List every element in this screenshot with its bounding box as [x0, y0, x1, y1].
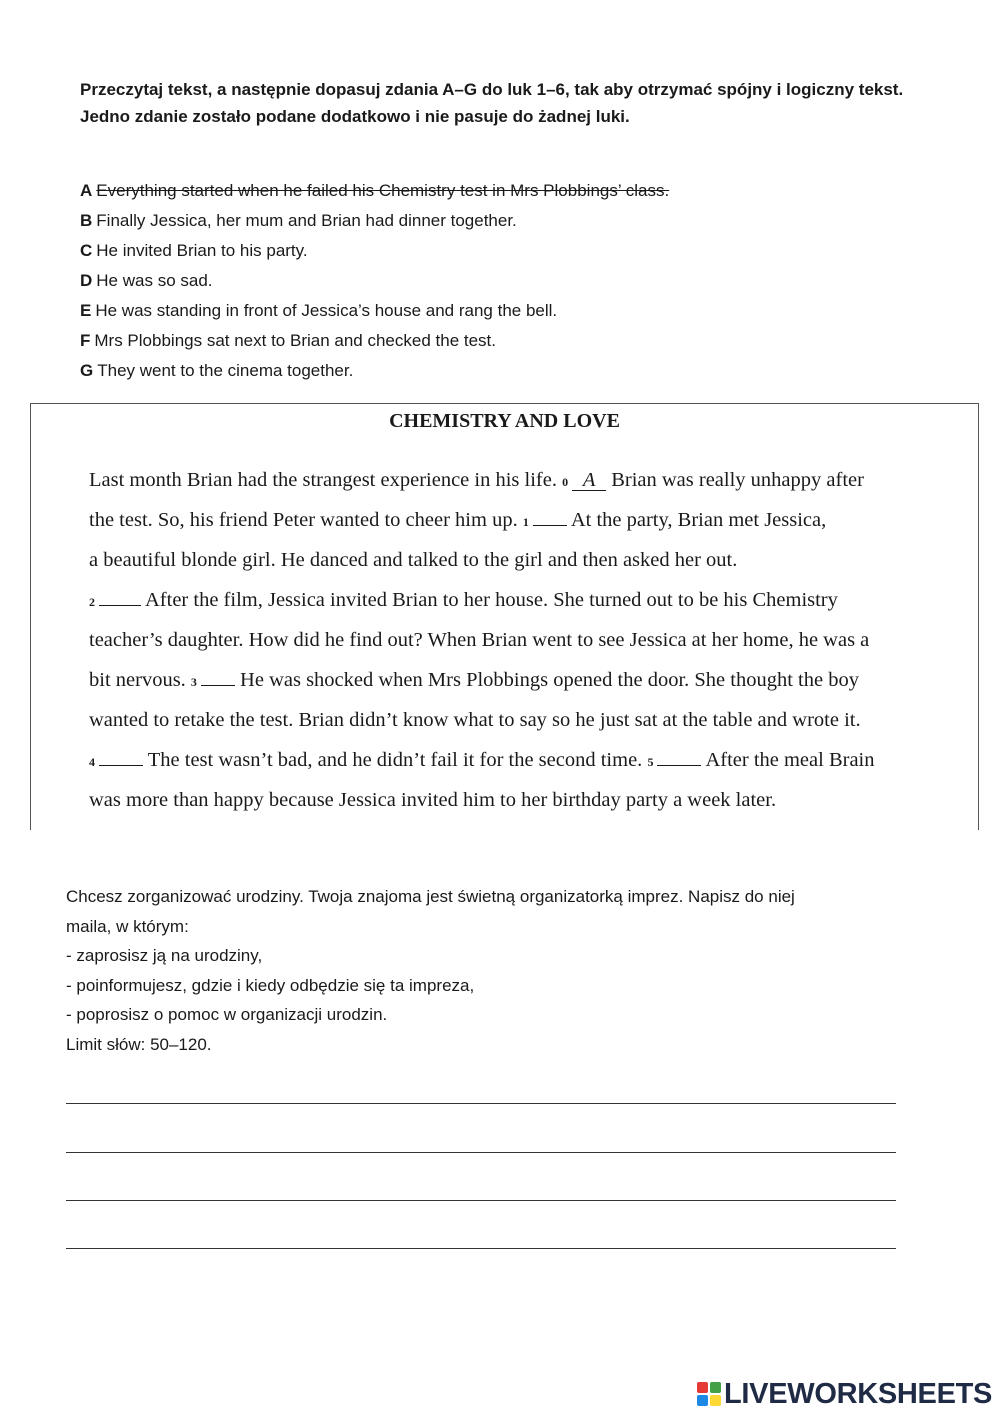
story-fragment: a beautiful blonde girl. He danced and talked to the girl and then asked her out.: [89, 549, 738, 571]
task-bullet: - zaprosisz ją na urodziny,: [66, 946, 263, 965]
option-f: [80, 326, 940, 356]
option-letter: A: [80, 181, 93, 200]
gap-2-blank[interactable]: [99, 585, 141, 606]
gap-number: 3: [190, 675, 197, 689]
story-fragment: Last month Brian had the strangest experience in his life.: [89, 469, 557, 491]
option-letter: C: [80, 241, 93, 260]
logo-text: LIVEWORKSHEETS: [724, 1377, 993, 1410]
answer-line[interactable]: [66, 1103, 896, 1104]
story-fragment: Brian was really unhappy after: [611, 469, 864, 491]
writing-task: [66, 882, 916, 1059]
option-a: [80, 176, 940, 206]
option-letter: E: [80, 301, 92, 320]
story-fragment: bit nervous.: [89, 669, 186, 691]
option-b: [80, 206, 940, 236]
task-bullet: - poprosisz o pomoc w organizacji urodzin.: [66, 1005, 388, 1024]
option-text: He was so sad.: [96, 271, 213, 290]
story-title: CHEMISTRY AND LOVE: [389, 410, 620, 432]
gap-4-blank[interactable]: [99, 745, 143, 766]
gap-number: 1: [522, 515, 529, 529]
option-letter: G: [80, 361, 94, 380]
story-fragment: The test wasn’t bad, and he didn’t fail it for the second time.: [147, 749, 643, 771]
gap-1-blank[interactable]: [533, 505, 567, 526]
story-fragment: After the meal Brain: [705, 749, 875, 771]
option-letter: B: [80, 211, 93, 230]
logo-square: [710, 1382, 721, 1393]
task-bullet: - poinformujesz, gdzie i kiedy odbędzie się ta impreza,: [66, 975, 475, 995]
option-e: [80, 296, 940, 326]
logo-square: [710, 1395, 721, 1406]
story-line: [89, 580, 959, 620]
gap-3-blank[interactable]: [201, 665, 235, 686]
option-c: [80, 236, 940, 266]
option-g: [80, 356, 940, 386]
option-text: He was standing in front of Jessica’s house and rang the bell.: [95, 301, 558, 320]
option-text: He invited Brian to his party.: [96, 241, 308, 260]
option-text: Mrs Plobbings sat next to Brian and checked the test.: [94, 331, 496, 350]
option-text: Everything started when he failed his Chemistry test in Mrs Plobbings’ class.: [96, 181, 670, 200]
logo-square: [697, 1382, 708, 1393]
story-line: [89, 780, 959, 820]
story-fragment: the test. So, his friend Peter wanted to cheer him up.: [89, 509, 518, 531]
story-box: [30, 403, 979, 830]
task-text: Chcesz zorganizować urodziny. Twoja znajoma jest świetną organizatorką imprez. Napisz do niej: [66, 887, 795, 906]
story-line: [89, 460, 959, 500]
option-d: [80, 266, 940, 296]
liveworksheets-logo: [697, 1375, 992, 1413]
story-line: [89, 740, 959, 780]
gap-number: 5: [647, 755, 654, 769]
answer-line[interactable]: [66, 1200, 896, 1201]
option-text: Finally Jessica, her mum and Brian had dinner together.: [96, 211, 517, 230]
gap-number: 0: [562, 475, 569, 489]
answer-line[interactable]: [66, 1248, 896, 1249]
task-text: maila, w którym:: [66, 916, 189, 936]
story-fragment: At the party, Brian met Jessica,: [570, 509, 827, 531]
gap-5-blank[interactable]: [657, 745, 701, 766]
story-line: [89, 500, 959, 540]
option-letter: F: [80, 331, 91, 350]
story-line: [89, 540, 959, 580]
story-fragment: teacher’s daughter. How did he find out? When Brian went to see Jessica at her home, he was a: [89, 629, 870, 651]
answer-options: [80, 176, 940, 386]
story-fragment: He was shocked when Mrs Plobbings opened the door. She thought the boy: [240, 669, 859, 691]
option-text: They went to the cinema together.: [97, 361, 354, 380]
story-line: [89, 620, 959, 660]
word-limit: Limit słów: 50–120.: [66, 1034, 212, 1054]
story-fragment: After the film, Jessica invited Brian to her house. She turned out to be his Chemistry: [145, 589, 838, 611]
answer-line[interactable]: [66, 1152, 896, 1153]
story-text: [89, 460, 959, 820]
logo-mark-icon: [697, 1382, 721, 1406]
logo-square: [697, 1395, 708, 1406]
gap-number: 4: [89, 755, 95, 769]
instructions: Przeczytaj tekst, a następnie dopasuj zdania A–G do luk 1–6, tak aby otrzymać spójny i logiczny tekst. Jedno zdanie zostało podane dodatkowo i nie pasuje do żadnej luki.: [80, 80, 904, 126]
option-letter: D: [80, 271, 93, 290]
story-fragment: was more than happy because Jessica invited him to her birthday party a week later.: [89, 789, 777, 811]
gap-number: 2: [89, 595, 95, 609]
story-line: [89, 660, 959, 700]
story-fragment: wanted to retake the test. Brian didn’t know what to say so he just sat at the table and wrote it.: [89, 709, 861, 731]
story-line: [89, 700, 959, 740]
gap-0-answer: A: [572, 470, 606, 491]
